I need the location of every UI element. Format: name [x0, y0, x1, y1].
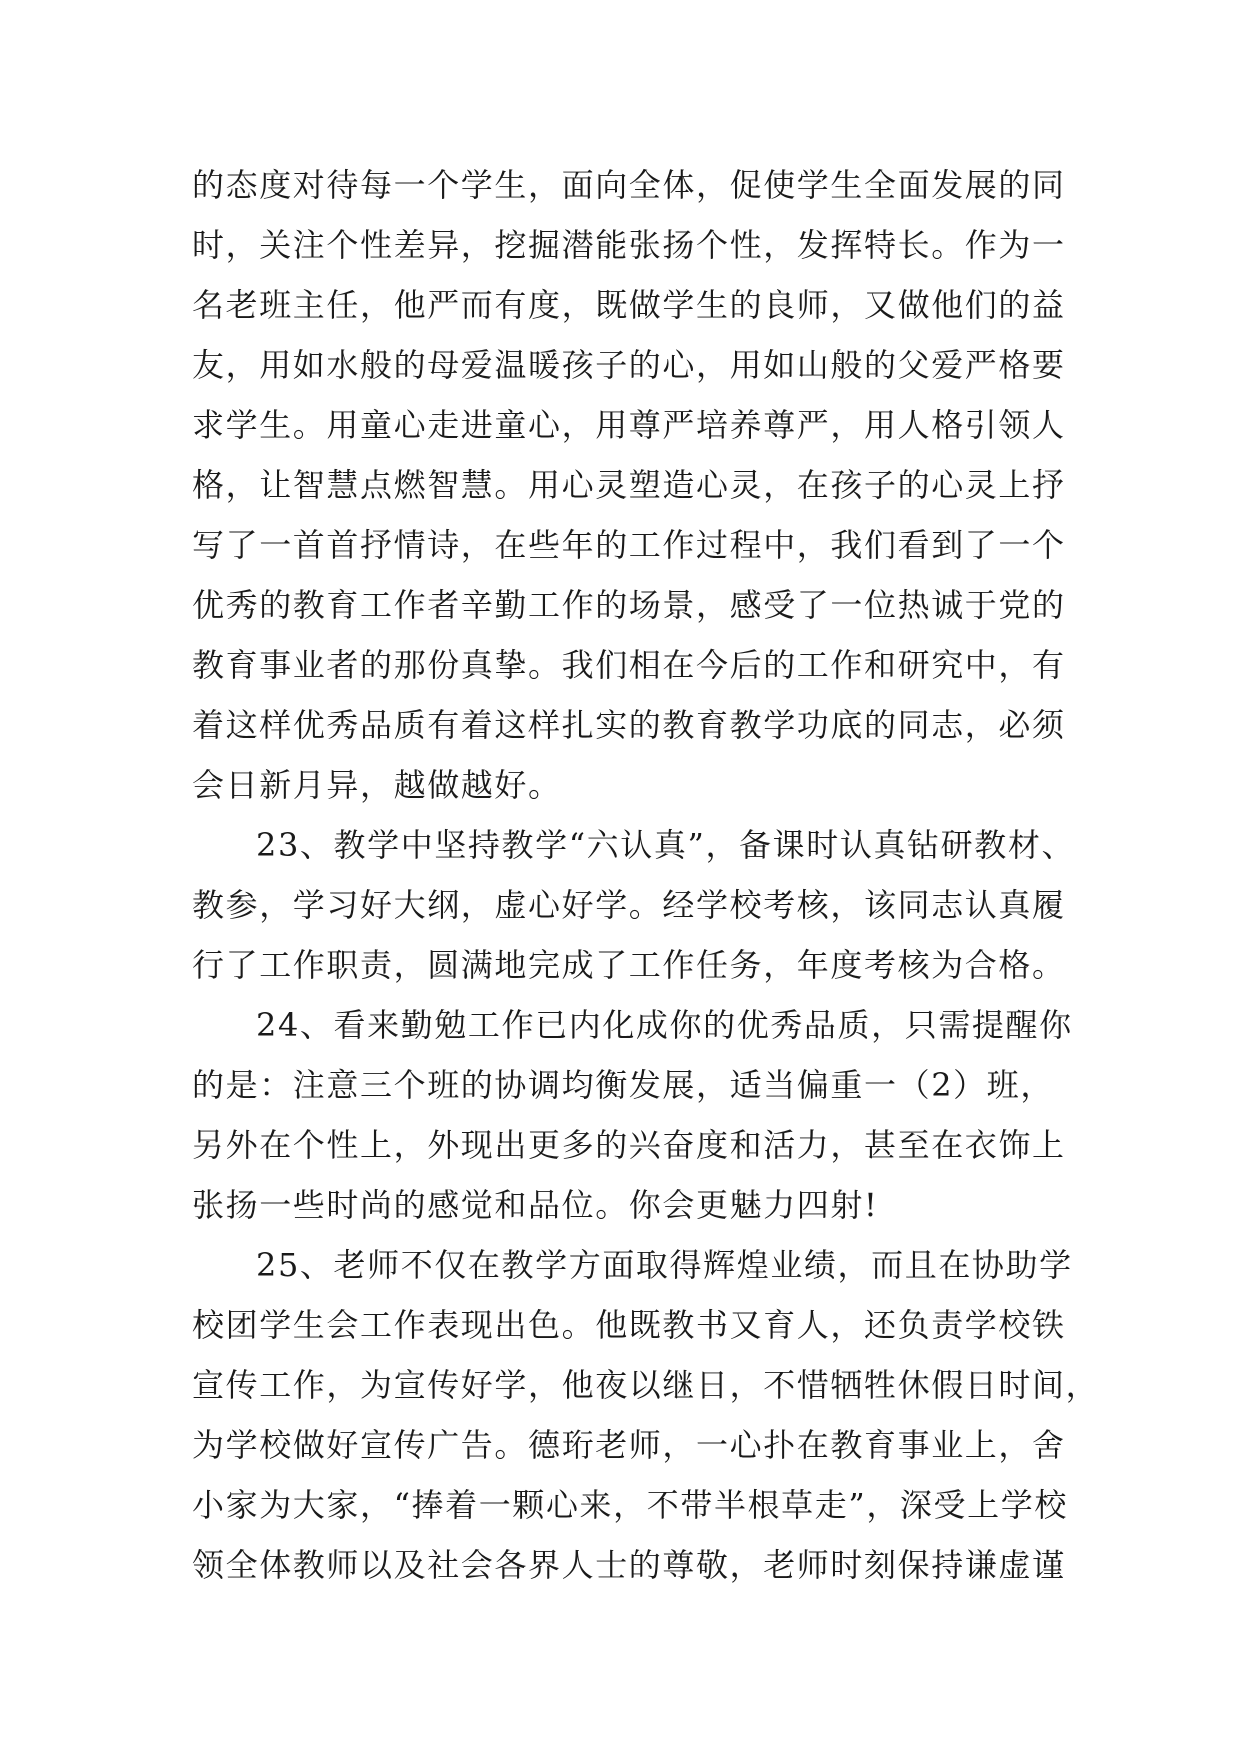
text-line: 小家为大家，“捧着一颗心来，不带半根草走”，深受上学校: [192, 1486, 1068, 1524]
paragraph-24-first-line: 24、看来勤勉工作已内化成你的优秀品质，只需提醒你: [256, 1006, 1073, 1044]
text-line: 另外在个性上，外现出更多的兴奋度和活力，甚至在衣饰上: [192, 1126, 1066, 1164]
text-line: 宣传工作，为宣传好学，他夜以继日，不惜牺牲休假日时间，: [192, 1366, 1100, 1404]
text-line: 时，关注个性差异，挖掘潜能张扬个性，发挥特长。作为一: [192, 226, 1066, 264]
paragraph-25-first-line: 25、老师不仅在教学方面取得辉煌业绩，而且在协助学: [256, 1246, 1073, 1284]
document-body: [192, 155, 1100, 1595]
text-line: 张扬一些时尚的感觉和品位。你会更魅力四射!: [192, 1186, 879, 1224]
text-line: 教育事业者的那份真挚。我们相在今后的工作和研究中，有: [192, 646, 1066, 684]
text-line: 写了一首首抒情诗，在些年的工作过程中，我们看到了一个: [192, 526, 1066, 564]
text-line: 求学生。用童心走进童心，用尊严培养尊严，用人格引领人: [192, 406, 1066, 444]
text-line: 的态度对待每一个学生，面向全体，促使学生全面发展的同: [192, 166, 1066, 204]
text-line: 着这样优秀品质有着这样扎实的教育教学功底的同志，必须: [192, 706, 1066, 744]
text-line: 会日新月异，越做越好。: [192, 766, 562, 804]
text-line: 优秀的教育工作者辛勤工作的场景，感受了一位热诚于党的: [192, 586, 1066, 624]
text-line: 友，用如水般的母爱温暖孩子的心，用如山般的父爱严格要: [192, 346, 1066, 384]
text-line: 为学校做好宣传广告。德珩老师，一心扑在教育事业上，舍: [192, 1426, 1066, 1464]
text-line: 格，让智慧点燃智慧。用心灵塑造心灵，在孩子的心灵上抒: [192, 466, 1066, 504]
text-line: 行了工作职责，圆满地完成了工作任务，年度考核为合格。: [192, 946, 1066, 984]
text-line: 校团学生会工作表现出色。他既教书又育人，还负责学校铁: [192, 1306, 1066, 1344]
text-line: 的是：注意三个班的协调均衡发展，适当偏重一（2）班，: [192, 1066, 1054, 1104]
text-line: 领全体教师以及社会各界人士的尊敬，老师时刻保持谦虚谨: [192, 1546, 1066, 1584]
text-line: 教参，学习好大纲，虚心好学。经学校考核，该同志认真履: [192, 886, 1066, 924]
text-line: 名老班主任，他严而有度，既做学生的良师，又做他们的益: [192, 286, 1066, 324]
paragraph-23-first-line: 23、教学中坚持教学“六认真”，备课时认真钻研教材、: [256, 826, 1076, 864]
